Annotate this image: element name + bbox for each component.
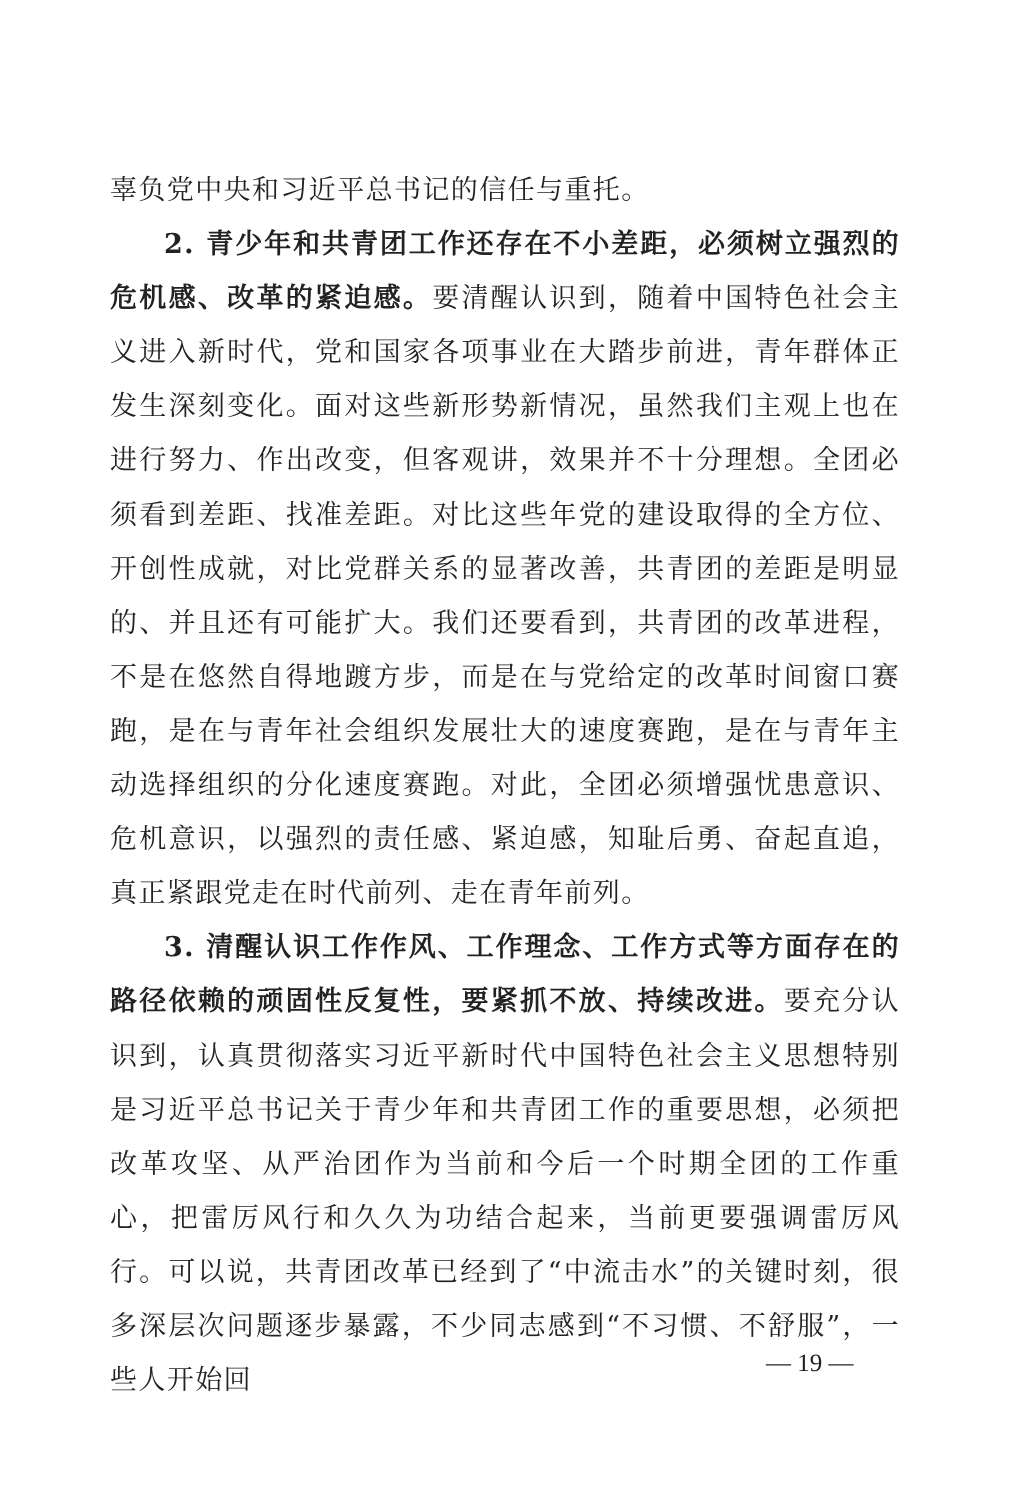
paragraph-section-2: [110, 218, 900, 921]
paragraph-continuation: [110, 164, 900, 218]
paragraph-body: 要充分认识到，认真贯彻落实习近平新时代中国特色社会主义思想特别是习近平总书记关于青少年和共青团工作的重要思想，必须把改革攻坚、从严治团作为当前和今后一个时期全团的工作重心，把雷厉风行和久久为功结合起来，当前更要强调雷厉风行。可以说，共青团改革已经到了“中流击水”的关键时刻，很多深层次问题逐步暴露，不少同志感到“不习惯、不舒服”，一些人开始回: [110, 986, 900, 1397]
paragraph-body: 辜负党中央和习近平总书记的信任与重托。: [110, 175, 650, 206]
paragraph-body: 要清醒认识到，随着中国特色社会主义进入新时代，党和国家各项事业在大踏步前进，青年群体正发生深刻变化。面对这些新形势新情况，虽然我们主观上也在进行努力、作出改变，但客观讲，效果并不十分理想。全团必须看到差距、找准差距。对比这些年党的建设取得的全方位、开创性成就，对比党群关系的显著改善，共青团的差距是明显的、并且还有可能扩大。我们还要看到，共青团的改革进程，不是在悠然自得地踱方步，而是在与党给定的改革时间窗口赛跑，是在与青年社会组织发展壮大的速度赛跑，是在与青年主动选择组织的分化速度赛跑。对此，全团必须增强忧患意识、危机意识，以强烈的责任感、紧迫感，知耻后勇、奋起直追，真正紧跟党走在时代前列、走在青年前列。: [110, 283, 900, 910]
section-heading: 2. 青少年和共青团工作还存在不小差距，必须树立强烈的危机感、改革的紧迫感。: [110, 229, 900, 315]
page-number: — 19 —: [766, 1350, 854, 1377]
section-heading: 3. 清醒认识工作作风、工作理念、工作方式等方面存在的路径依赖的顽固性反复性，要紧抓不放、持续改进。: [110, 932, 900, 1018]
document-page: [110, 164, 900, 1454]
paragraph-section-3: [110, 921, 900, 1408]
